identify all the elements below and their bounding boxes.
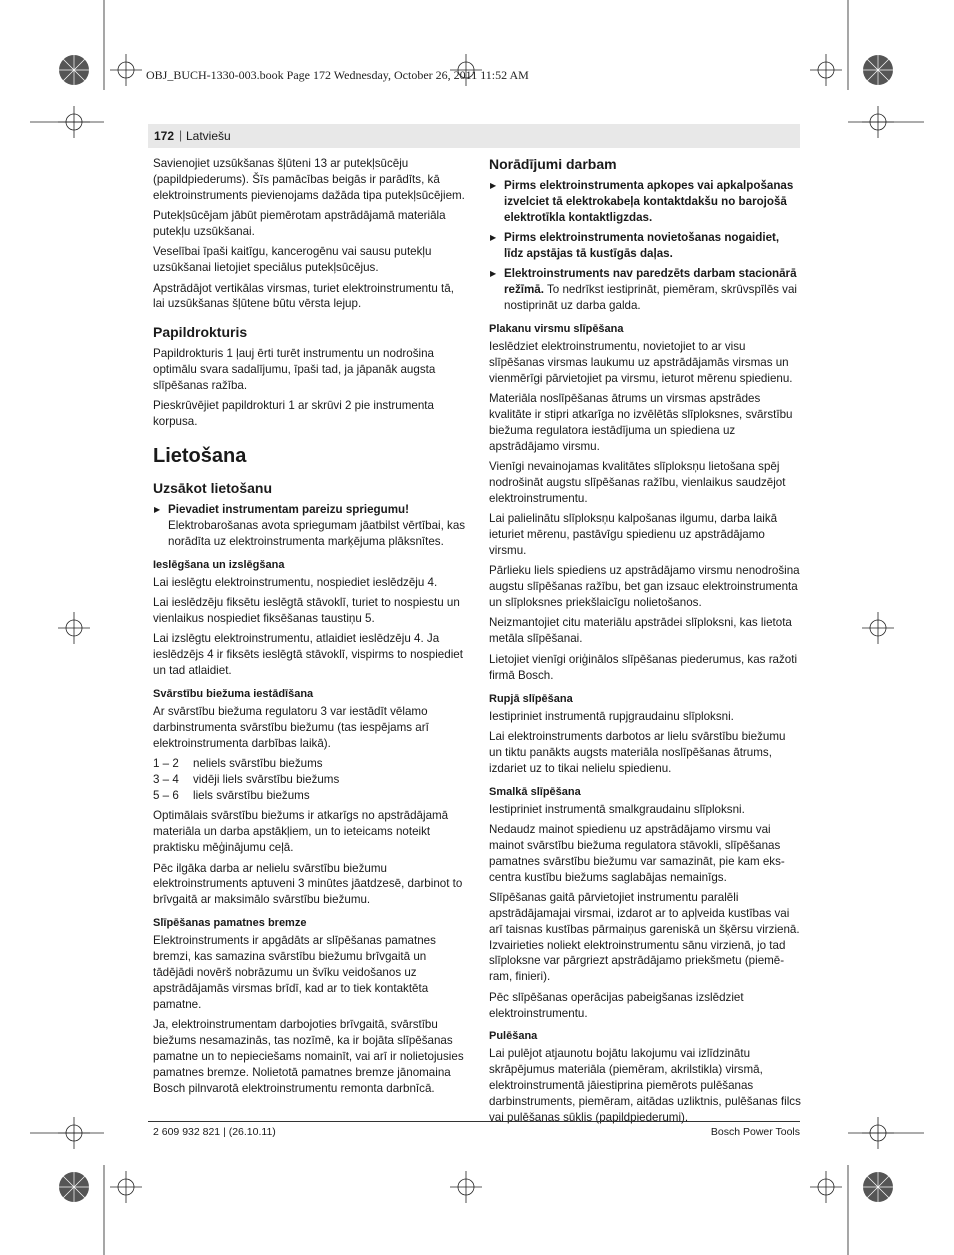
speed-row: 3 – 4 vidēji liels svārstību biežums [153,773,340,787]
print-slug: OBJ_BUCH-1330-003.book Page 172 Wednesday, October 26, 2011 11:52 AM [146,68,529,82]
warning-bullet [153,502,466,550]
paragraph: Lietojiet vienīgi oriģinālos slīpēšanas piederumus, kas ražoti firmā Bosch. [489,652,798,682]
paragraph: Pieskrūvējiet papildrokturi 1 ar skrūvi 2 pie instrumenta korpusa. [153,399,434,429]
paragraph: Ieslēdziet elektroinstrumentu, novietojiet to ar visu slīpēšanas virsmas laukumu uz apstrādājamās virsmas un vienmērīgi pārvietojiet pa virsmu, ieturot mērenu spiedienu. [489,340,793,385]
subsection-heading: Pulēšana [489,1030,538,1043]
page-number: 172 [154,129,175,143]
paragraph: Pārlieku liels spiediens uz apstrādājamo virsmu nenodrošina augstu slīpēšanas ražību, bet gan izsauc elektroinstrumenta un slīploksnes priekšlaicīgu nolietošanos. [489,564,800,610]
paragraph: Lai palielinātu slīploksņu kalpošanas ilgumu, darba laikā ieturiet mērenu, pastāvīgu spiedienu uz apstrādājamo virsmu. [489,512,778,558]
right-column [489,156,801,1130]
paragraph: Nedaudz mainot spiedienu uz apstrādājamo virsmu vai mainot svārstību biežuma regulatora stāvokli, slīpēšanas pamatnes svārstību biežumu var samazināt, pie kam ekscentra kustību biežums saglabājas nemainīgs. [489,822,785,884]
subsection-heading: Smalkā slīpēšana [489,785,581,798]
paragraph: Putekļsūcējam jābūt piemērotam apstrādājamā materiāla putekļu uzsūkšanai. [153,209,446,239]
section-heading: Uzsākot lietošanu [153,480,273,497]
speed-row: 1 – 2 neliels svārstību biežums [153,757,323,771]
subsection-heading: Svārstību biežuma iestādīšana [153,688,314,701]
paragraph: Apstrādājot vertikālas virsmas, turiet elektroinstrumentu tā, lai uzsūkšanas šļūtene būtu vērsta lejup. [153,281,454,311]
left-column [153,156,466,1101]
paragraph: Vienīgi nevainojamas kvalitātes slīploksņu lietošana spēj nodrošināt augstu slīpēšanas ražību, vienlaikus saudzējot elektroinstrumentu. [489,460,786,505]
running-header [148,124,800,148]
warning-bullet: ▶ Pirms elektroinstrumenta novietošanas nogaidiet, līdz apstājas tā kustīgās daļas. [489,230,801,262]
paragraph: Slīpēšanas gaitā pārvietojiet instrumentu paralēli apstrādājamajai virsmai, izdarot ar to apļveida kustības vai arī taisnas kustības pārmaiņus gareniskā un šķērsu virzienā. Izvairieties noliekt elektroinstrumentu sānu virzienā, jo tad slīploksne var pārgriezt apstrādājamo priekšmetu (piemēram, finieri). [489,890,800,984]
paragraph: Neizmantojiet citu materiālu apstrādei slīploksni, kas lietota metāla slīpēšanai. [489,616,792,646]
bullet-text: Elektrobarošanas avota spriegumam jāatbilst vērtībai, kas norādīta uz elektroinstrumenta marķējuma plāksnītes. [168,519,466,549]
section-heading: Papildrokturis [153,324,248,341]
paragraph: Lai ieslēgtu elektroinstrumentu, nospiediet ieslēdzēju 4. [153,575,438,589]
paragraph: Lai izslēgtu elektroinstrumentu, atlaidiet ieslēdzēju 4. Ja ieslēdzējs 4 ir fiksēts ieslēgtā stāvoklī, vispirms to nospiediet un tad atlaidiet. [153,632,463,678]
paragraph: Veselībai īpaši kaitīgu, kancerogēnu vai sausu putekļu uzsūkšanai lietojiet speciālus putekļsūcējus. [153,245,432,275]
warning-bullet: ▶ Pirms elektroinstrumenta apkopes vai apkalpošanas izvelciet tā elektrokabeļa kontaktdakšu no barojošā elektrotīkla kontaktligzdas. [489,178,801,226]
paragraph: Materiāla noslīpēšanas ātrums un virsmas apstrādes kvalitāte ir stipri atkarīga no izvēlētās slīploksnes, svārstību biežuma regulatora iestādījuma un spiediena uz apstrādājamo virsmu. [489,392,793,453]
speed-row: 5 – 6 liels svārstību biežums [153,789,310,803]
footer-rule [148,1121,800,1122]
paragraph: Ja, elektroinstrumentam darbojoties brīvgaitā, svārstību biežums nesamazinās, tas nozīmē, ka ir bojāta slīpēšanas pamatne un to nepieciešams nomainīt, vai arī ir nolietojusies pamatnes bremze. Nolietotā pamatnes bremze jānomaina Bosch pilnvarotā elektroinstrumentu remonta darbnīcā. [153,1018,464,1095]
bullet-bold: Pievadiet instrumentam pareizu spriegumu! [168,503,409,517]
subsection-heading: Ieslēgšana un izslēgšana [153,558,285,571]
subsection-heading: Rupjā slīpēšana [489,692,573,705]
section-heading: Norādījumi darbam [489,156,617,172]
paragraph: Iestipriniet instrumentā rupjgraudainu slīploksni. [489,709,734,723]
paragraph: Lai ieslēdzēju fiksētu ieslēgtā stāvoklī, turiet to nospiestu un vienlaikus nospiediet fiksēšanas taustiņu 5. [153,596,460,626]
subsection-heading: Plakanu virsmu slīpēšana [489,323,624,336]
header-separator: | [179,128,183,142]
subsection-heading: Slīpēšanas pamatnes bremze [153,917,307,930]
paragraph: Lai pulējot atjaunotu bojātu lakojumu vai izlīdzinātu skrāpējumus materiāla (piemēram, akrilstikla) virsmā, elektroinstrumentā jāiestiprina piemērots pulēšanas darbinstruments, piemēram, aitādas uzliktnis, pulēšanas filcs vai pulēšanas sūklis (papildpiederumi). [489,1047,801,1125]
footer-brand: Bosch Power Tools [710,1126,800,1138]
paragraph: Pēc slīpēšanas operācijas pabeigšanas izslēdziet elektroinstrumentu. [489,990,744,1020]
footer-doc-number: 2 609 932 821 | (26.10.11) [153,1126,276,1138]
paragraph: Elektroinstruments ir apgādāts ar slīpēšanas pamatnes bremzi, kas samazina svārstību biežumu brīvgaitā un tādējādi novērš nobrāzumu un švīku veidošanos uz apstrādājamās virsmas brīdī, kad ar to tiek kontaktēta pamatne. [153,934,436,1011]
paragraph: Ar svārstību biežuma regulatoru 3 var iestādīt vēlamo darbinstrumenta svārstību biežumu (tas iespējams arī elektroinstrumenta darbības laikā). [153,705,429,750]
paragraph: Iestipriniet instrumentā smalkgraudainu slīploksni. [489,802,745,816]
paragraph: Pēc ilgāka darba ar nelielu svārstību biežumu elektroinstruments aptuveni 3 minūtes jāatdzesē, darbinot to brīvgaitā ar maksimālo svārstību biežumu. [153,861,463,907]
warning-bullet: ▶ Elektroinstruments nav paredzēts darbam stacionārā režīmā. To nedrīkst iestiprināt, piemēram, skrūvspīlēs vai nostiprināt uz darba galda. [489,266,801,314]
paragraph: Optimālais svārstību biežums ir atkarīgs no apstrādājamā materiāla un darba apstākļiem, un to ieteicams noteikt praktisku mēģinājumu ceļā. [153,809,449,855]
paragraph: Lai elektroinstruments darbotos ar lielu svārstību biežumu un tiktu panākts augsts materiāla noslīpēšanas ātrums, izdariet uz to tikai nelielu spiedienu. [489,729,786,775]
paragraph: Papildrokturis 1 ļauj ērti turēt instrumentu un nodrošina optimālu svara sadalījumu, īpaši tad, ja jāpanāk augsta slīpēšanas ražība. [153,347,436,393]
paragraph: Savienojiet uzsūkšanas šļūteni 13 ar putekļsūcēju (papildpiederums). Šīs pamācības beigās ir parādīts, kā elektroinstruments pievienojams dažāda tipa putekļsūcējiem. [153,157,465,202]
chapter-title: Lietošana [153,445,247,468]
header-language: Latviešu [186,129,231,143]
